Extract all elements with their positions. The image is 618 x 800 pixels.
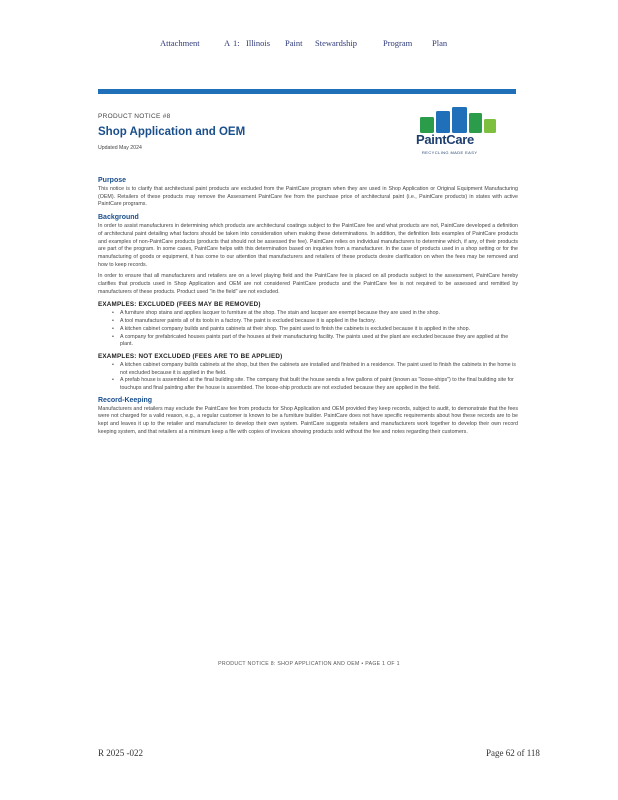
top-blue-bar bbox=[98, 89, 516, 94]
list-item: • A tool manufacturer paints all of its tools in a factory. The paint is excluded because it is applied in the factory. bbox=[120, 318, 518, 326]
header-word: Stewardship bbox=[315, 38, 358, 48]
notice-title: Shop Application and OEM bbox=[98, 126, 246, 138]
page-number: Page 62 of 118 bbox=[486, 748, 540, 758]
header-word: A bbox=[224, 38, 231, 48]
header-word: Attachment bbox=[160, 38, 200, 48]
excluded-heading: EXAMPLES: EXCLUDED (FEES MAY BE REMOVED) bbox=[98, 301, 261, 309]
excluded-list bbox=[98, 310, 518, 349]
not-excluded-list bbox=[98, 362, 518, 393]
record-keeping-heading: Record-Keeping bbox=[98, 396, 153, 404]
background-heading: Background bbox=[98, 214, 139, 222]
record-keeping-text: Manufacturers and retailers may exclude the PaintCare fee from products for Shop Application and OEM provided they keep records, subject to audit, to demonstrate that the fees were not charged for a valid reason, e.g., a regular customer is known to be a furniture builder. PaintCare does not have specific requirements about how these records are to be kept and leaves it up to the retailer and manufacturer to develop their own system. PaintCare suggests retailers and manufacturers work together to develop their own record keeping system, and that retailers at a minimum keep a file with copies of invoices showing products sold without the fee and notes regarding their customers. bbox=[98, 405, 518, 435]
notice-number: PRODUCT NOTICE #8 bbox=[98, 113, 171, 120]
header-word: Paint bbox=[285, 38, 303, 48]
header-word: Program bbox=[383, 38, 413, 48]
notice-updated: Updated May 2024 bbox=[98, 145, 142, 151]
logo-tagline: RECYCLING MADE EASY bbox=[422, 150, 478, 155]
background-paragraph-1: In order to assist manufacturers in determining which products are architectural coatings subject to the PaintCare fee and what products are not, PaintCare developed a definition of architectural paint detailing what factors should be taken into consideration when making these determinations. In addition, the definition lists examples of PaintCare products and examples of non-PaintCare products (products that should not be assessed the fee). PaintCare relies on individual manufacturers to determine which, if any, of their products are part of the program. In some cases, PaintCare helps with this determination based on inquiries from a manufacturer. In the case of products used in a shop setting or for the manufacturing of goods or equipment, it has come to our attention that manufacturers and retailers of these products desire clarification on when the fees may be removed and how to keep records. bbox=[98, 223, 518, 268]
list-item: • A prefab house is assembled at the final building site. The company that built the house sends a few gallons of paint (known as "loose-ships") to the final building site for touchups and final painting after the house is assembled. The loose-ship products are not excluded because they are applied in the field. bbox=[120, 377, 518, 392]
list-item: • A kitchen cabinet company builds and paints cabinets at their shop. The paint used to finish the cabinets is excluded because it is applied in the shop. bbox=[120, 326, 518, 334]
paintcare-logo bbox=[414, 105, 518, 161]
header-word: 1: bbox=[233, 38, 240, 48]
logo-brand: PaintCare bbox=[416, 132, 474, 147]
list-item: • A furniture shop stains and applies lacquer to furniture at the shop. The stain and lacquer are exempt because they are used in the shop. bbox=[120, 310, 518, 318]
document-id: R 2025 -022 bbox=[98, 748, 143, 758]
notice-footer: PRODUCT NOTICE 8: SHOP APPLICATION AND OEM • PAGE 1 OF 1 bbox=[218, 661, 400, 667]
list-item: • A kitchen cabinet company builds cabinets at the shop, but then the cabinets are installed and finished in a residence. The paint used to finish the cabinets in the home is not excluded because it is applied in the field. bbox=[120, 362, 518, 377]
not-excluded-heading: EXAMPLES: NOT EXCLUDED (FEES ARE TO BE APPLIED) bbox=[98, 352, 283, 360]
purpose-text: This notice is to clarify that architectural paint products are excluded from the PaintCare program when they are used in Shop Application or Original Equipment Manufacturing (OEM). Retailers of these products may remove the Assessment PaintCare fee from the purchase price of architectural paint (i.e., PaintCare products) in states with active PaintCare programs. bbox=[98, 186, 518, 208]
purpose-heading: Purpose bbox=[98, 177, 127, 184]
notice-body bbox=[98, 176, 518, 441]
background-paragraph-2: In order to ensure that all manufacturers and retailers are on a level playing field and the PaintCare fee is placed on all products subject to the assessment, PaintCare hereby clarifies that products used in Shop Application and OEM are not considered PaintCare products and the PaintCare fee is not required to be assessed and remitted by manufacturers of these products. Product used "in the field" are not excluded. bbox=[98, 273, 518, 295]
list-item: • A company for prefabricated houses paints part of the houses at their manufacturing facility. The paints used at the plant are excluded because they are applied at the plant. bbox=[120, 334, 518, 349]
header-word: Plan bbox=[432, 38, 448, 48]
header-word: Illinois bbox=[246, 38, 271, 48]
